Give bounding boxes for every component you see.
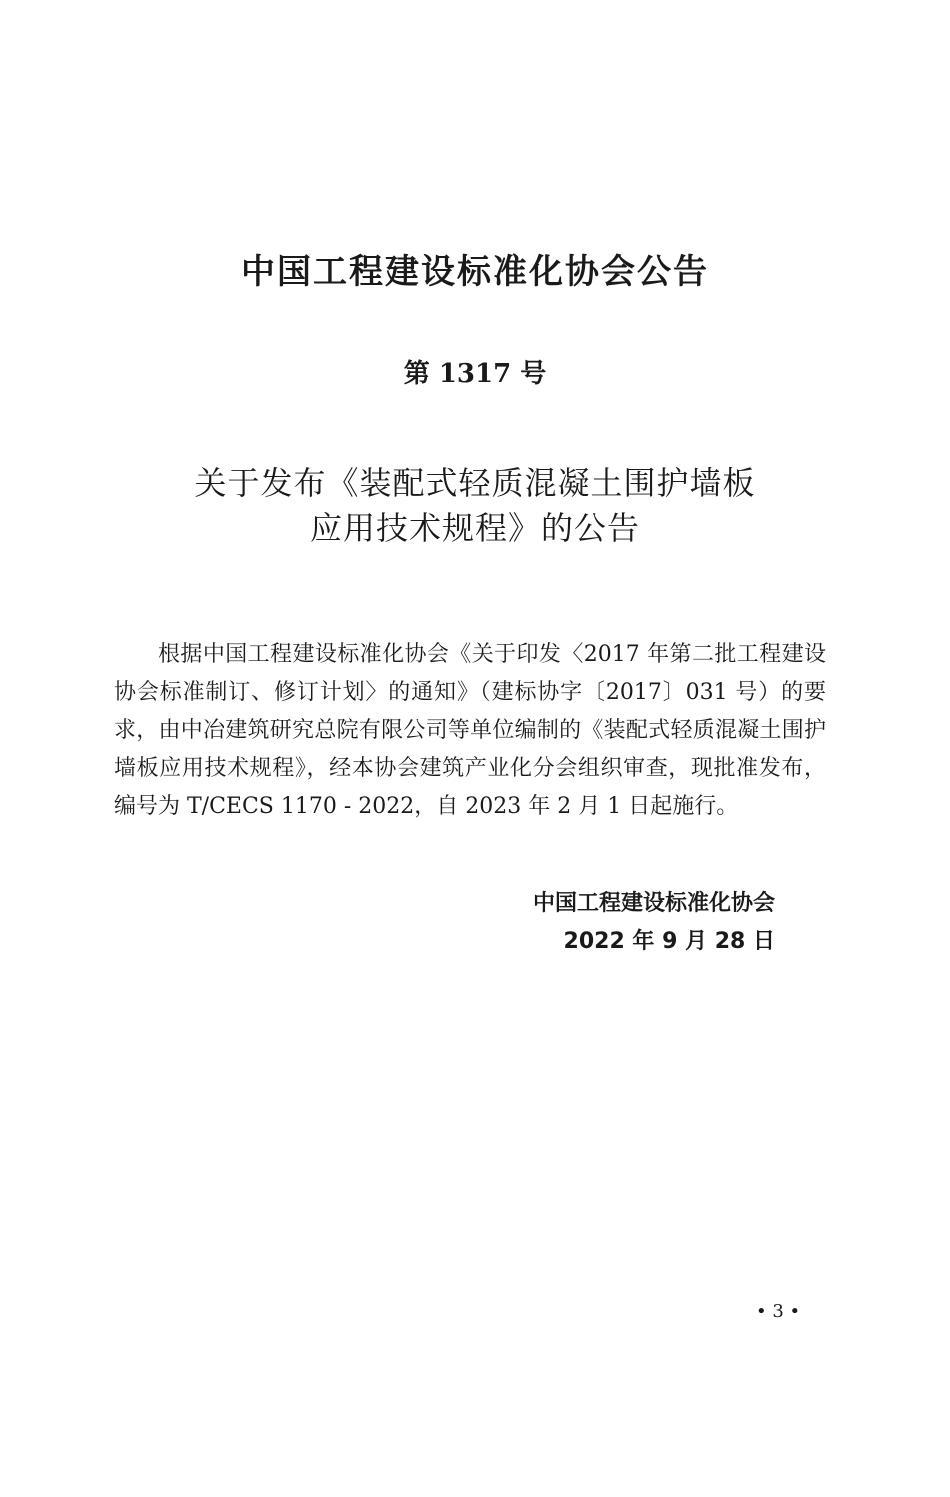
announcement-subtitle (0, 461, 950, 551)
announcement-body: 根据中国工程建设标准化协会《关于印发〈2017 年第二批工程建设协会标准制订、修订计划〉的通知》（建标协字〔2017〕031 号）的要求，由中冶建筑研究总院有限公司等单位编制的《装配式轻质混凝土围护墙板应用技术规程》，经本协会建筑产业化分会组织审查，现批准发布，编号为 T/CECS 1170 - 2022，自 2023 年 2 月 1 日起施行。 (114, 642, 826, 819)
subtitle-line-2: 应用技术规程》的公告 (309, 509, 640, 547)
signature-organization: 中国工程建设标准化协会 (532, 891, 775, 916)
subtitle-line-1: 关于发布《装配式轻质混凝土围护墙板 (194, 464, 756, 502)
page-number: • 3 • (756, 1301, 801, 1322)
announcement-number: 第 1317 号 (403, 359, 547, 389)
signature-date: 2022 年 9 月 28 日 (563, 929, 775, 954)
announcement-title: 中国工程建设标准化协会公告 (241, 252, 709, 292)
